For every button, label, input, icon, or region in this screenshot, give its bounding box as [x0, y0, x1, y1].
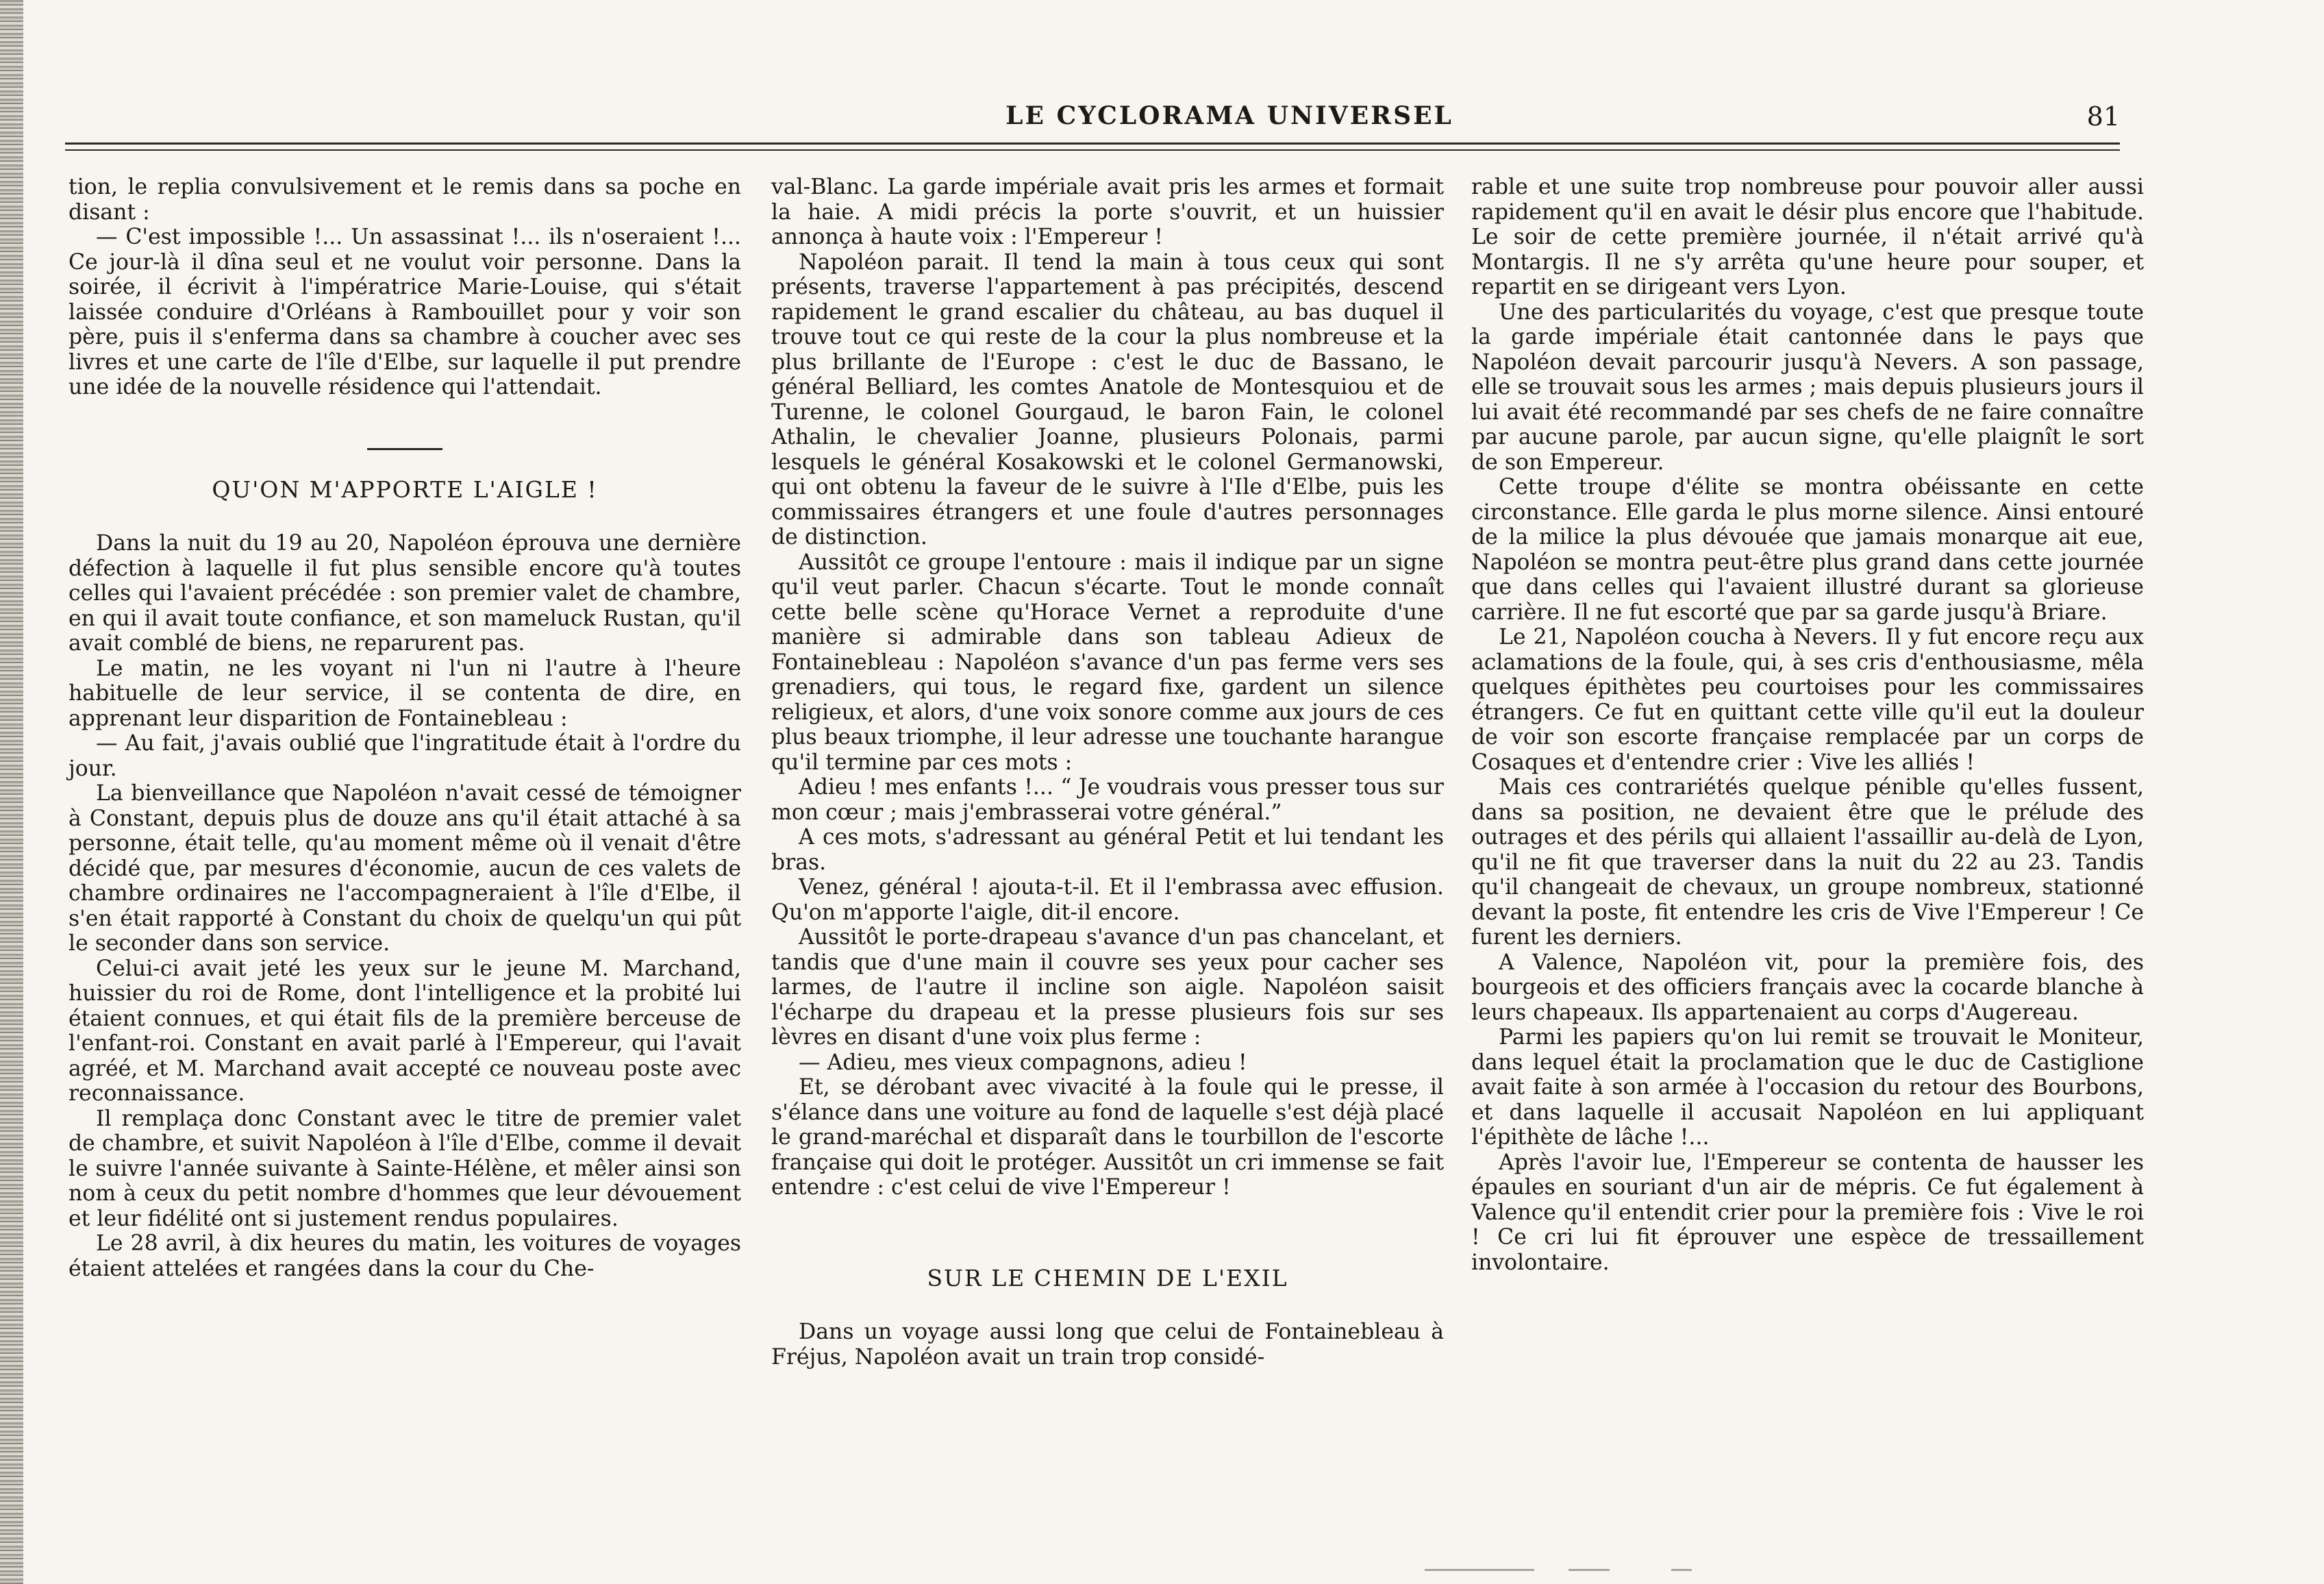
paragraph: Aussitôt ce groupe l'entoure : mais il indique par un signe qu'il veut parler. Chacun s'écarte. Tout le monde connaît cette belle scène qu'Horace Vernet a reproduite d'une manière si admirable dans son tableau Adieux de Fontainebleau : Napoléon s'avance d'un pas ferme vers ses grenadiers, qui tous, le regard fixe, gardent un silence religieux, et alors, d'une voix sonore comme aux jours de ces plus beaux triomphe, il leur adresse une touchante harangue qu'il termine par ces mots : — [771, 549, 1444, 775]
paragraph: — Au fait, j'avais oublié que l'ingratitude était à l'ordre du jour. — [68, 731, 741, 781]
paragraph: Après l'avoir lue, l'Empereur se contenta de hausser les épaules en souriant d'un air de mépris. Ce fut également à Valence qu'il entendit crier pour la première fois : Vive le roi ! Ce cri lui fit éprouver une espèce de tressaillement involontaire. — [1471, 1150, 2144, 1275]
header-rule-thin — [65, 149, 2120, 151]
paragraph: A ces mots, s'adressant au général Petit et lui tendant les bras. — [771, 825, 1444, 875]
paragraph: rable et une suite trop nombreuse pour pouvoir aller aussi rapidement qu'il en avait le désir plus encore que l'habitude. Le soir de cette première journée, il n'était arrivé qu'à Montargis. Il ne s'y arrêta qu'une heure pour souper, et repartit en se dirigeant vers Lyon. — [1471, 175, 2144, 299]
paragraph: Napoléon parait. Il tend la main à tous ceux qui sont présents, traverse l'appartement à pas précipités, descend rapidement le grand escalier du château, au bas duquel il trouve tout ce qui reste de la cour la plus nombreuse et la plus brillante de l'Europe : c'est le duc de Bassano, le général Belliard, les comtes Anatole de Montesquiou et de Turenne, le colonel Gourgaud, le baron Fain, le colonel Athalin, le chevalier Joanne, plusieurs Polonais, parmi lesquels le général Kosakowski et le colonel Germanowski, qui ont obtenu la faveur de le suivre à l'Ile d'Elbe, puis les commissaires étrangers et une foule d'autres personnages de distinction. — [771, 249, 1444, 549]
paragraph: Dans la nuit du 19 au 20, Napoléon éprouva une dernière défection à laquelle il fut plus sensible encore qu'à toutes celles qui l'avaient précédée : son premier valet de chambre, en qui il avait toute confiance, et son mameluck Rustan, qu'il avait comblé de biens, ne reparurent pas. — [68, 531, 741, 656]
paragraph: Dans un voyage aussi long que celui de Fontainebleau à Fréjus, Napoléon avait un train trop considé- — [771, 1320, 1444, 1370]
section-heading: SUR LE CHEMIN DE L'EXIL — [927, 1264, 1288, 1291]
header-rule-thick — [65, 143, 2120, 145]
print-mark — [1671, 1569, 1692, 1571]
page-number: 81 — [2086, 101, 2120, 132]
paragraph: Celui-ci avait jeté les yeux sur le jeune M. Marchand, huissier du roi de Rome, dont l'intelligence et la probité lui étaient connues, et qui était fils de la première berceuse de l'enfant-roi. Constant en avait parlé à l'Empereur, qui l'avait agréé, et M. Marchand avait accepté ce nouveau poste avec reconnaissance. — [68, 956, 741, 1106]
print-mark — [1569, 1569, 1610, 1571]
print-mark — [1425, 1569, 1534, 1571]
paragraph: Adieu ! mes enfants !... “ Je voudrais vous presser tous sur mon cœur ; mais j'embrasserai votre général.” — [771, 775, 1444, 825]
paragraph: Le 28 avril, à dix heures du matin, les voitures de voyages étaient attelées et rangées dans la cour du Che- — [68, 1231, 741, 1281]
paragraph: La bienveillance que Napoléon n'avait cessé de témoigner à Constant, depuis plus de douze ans qu'il était attaché à sa personne, était telle, qu'au moment même où il venait d'être décidé que, par mesures d'économie, aucun de ces valets de chambre ordinaires ne l'accompagneraient à l'île d'Elbe, il s'en était rapporté à Constant du choix de quelqu'un qui pût le seconder dans son service. — [68, 781, 741, 956]
paragraph: tion, le replia convulsivement et le remis dans sa poche en disant : — [68, 175, 741, 225]
book-binding-edge — [0, 0, 23, 1584]
text-column-3 — [1471, 175, 2144, 1275]
running-title: LE CYCLORAMA UNIVERSEL — [1005, 101, 1453, 130]
paragraph: Une des particularités du voyage, c'est que presque toute la garde impériale était cantonnée dans le pays que Napoléon devait parcourir jusqu'à Nevers. A son passage, elle se trouvait sous les armes ; mais depuis plusieurs jours il lui avait été recommandé par ses chefs de ne faire connaître par aucune parole, par aucun signe, qu'elle plaignît le sort de son Empereur. — [1471, 299, 2144, 475]
paragraph: Aussitôt le porte-drapeau s'avance d'un pas chancelant, et tandis que d'une main il couvre ses yeux pour cacher ses larmes, de l'autre il incline son aigle. Napoléon saisit l'écharpe du drapeau et la presse plusieurs fois sur ses lèvres en disant d'une voix plus ferme : — [771, 925, 1444, 1050]
paragraph: Il remplaça donc Constant avec le titre de premier valet de chambre, et suivit Napoléon à l'île d'Elbe, comme il devait le suivre l'année suivante à Sainte-Hélène, et mêler ainsi son nom à ceux du petit nombre d'hommes que leur dévouement et leur fidélité ont si justement rendus populaires. — [68, 1106, 741, 1231]
section-spacing — [771, 1200, 1444, 1266]
paragraph: Le 21, Napoléon coucha à Nevers. Il y fut encore reçu aux aclamations de la foule, qui, à ses cris d'enthousiasme, mêla quelques épithètes peu courtoises pour les commissaires étrangers. Ce fut en quittant cette ville qu'il eut la douleur de voir son escorte française remplacée par un corps de Cosaques et d'entendre crier : Vive les alliés ! — [1471, 625, 2144, 775]
paragraph: Le matin, ne les voyant ni l'un ni l'autre à l'heure habituelle de leur service, il se contenta de dire, en apprenant leur disparition de Fontainebleau : — [68, 656, 741, 731]
paragraph: Mais ces contrariétés quelque pénible qu'elles fussent, dans sa position, ne devaient être que le prélude des outrages et des périls qui allaient l'assaillir au-delà de Lyon, qu'il ne fit que traverser dans la nuit du 22 au 23. Tandis qu'il changeait de chevaux, un groupe nombreux, stationné devant la poste, fit entendre les cris de Vive l'Empereur ! Ce furent les derniers. — [1471, 775, 2144, 950]
paragraph: Parmi les papiers qu'on lui remit se trouvait le Moniteur, dans lequel était la proclamation que le duc de Castiglione avait faite à son armée à l'occasion du retour des Bourbons, et dans laquelle il accusait Napoléon en lui appliquant l'épithète de lâche !... — [1471, 1025, 2144, 1150]
section-divider — [367, 448, 442, 450]
text-column-1 — [68, 175, 741, 1281]
paragraph: Cette troupe d'élite se montra obéissante en cette circonstance. Elle garda le plus morne silence. Ainsi entouré de la milice la plus dévouée que jamais monarque ait eue, Napoléon se montra peut-être plus grand dans cette journée que dans celles qui l'avaient illustré durant sa glorieuse carrière. Il ne fut escorté que par sa garde jusqu'à Briare. — [1471, 475, 2144, 625]
paragraph: — Adieu, mes vieux compagnons, adieu ! — [799, 1050, 1247, 1075]
text-column-2 — [771, 175, 1444, 1370]
paragraph: Venez, général ! ajouta-t-il. Et il l'embrassa avec effusion. Qu'on m'apporte l'aigle, dit-il encore. — [771, 875, 1444, 925]
paragraph: val-Blanc. La garde impériale avait pris les armes et formait la haie. A midi précis la porte s'ouvrit, et un huissier annonça à haute voix : l'Empereur ! — [771, 175, 1444, 249]
paragraph: — C'est impossible !... Un assassinat !... ils n'oseraient !... Ce jour-là il dîna seul et ne voulut voir personne. Dans la soirée, il écrivit à l'impératrice Marie-Louise, qui s'était laissée conduire d'Orléans à Rambouillet pour y voir son père, puis il s'enferma dans sa chambre à coucher avec ses livres et une carte de l'île d'Elbe, sur laquelle il put prendre une idée de la nouvelle résidence qui l'attendait. — [68, 225, 741, 399]
paragraph: Et, se dérobant avec vivacité à la foule qui le presse, il s'élance dans une voiture au fond de laquelle s'est déjà placé le grand-maréchal et disparaît dans le tourbillon de l'escorte française qui doit le protéger. Aussitôt un cri immense se fait entendre : c'est celui de vive l'Empereur ! — [771, 1075, 1444, 1200]
page-header — [65, 101, 2120, 136]
paragraph: A Valence, Napoléon vit, pour la première fois, des bourgeois et des officiers français avec la cocarde blanche à leurs chapeaux. Ils appartenaient au corps d'Augereau. — [1471, 950, 2144, 1025]
section-heading: QU'ON M'APPORTE L'AIGLE ! — [212, 475, 598, 503]
